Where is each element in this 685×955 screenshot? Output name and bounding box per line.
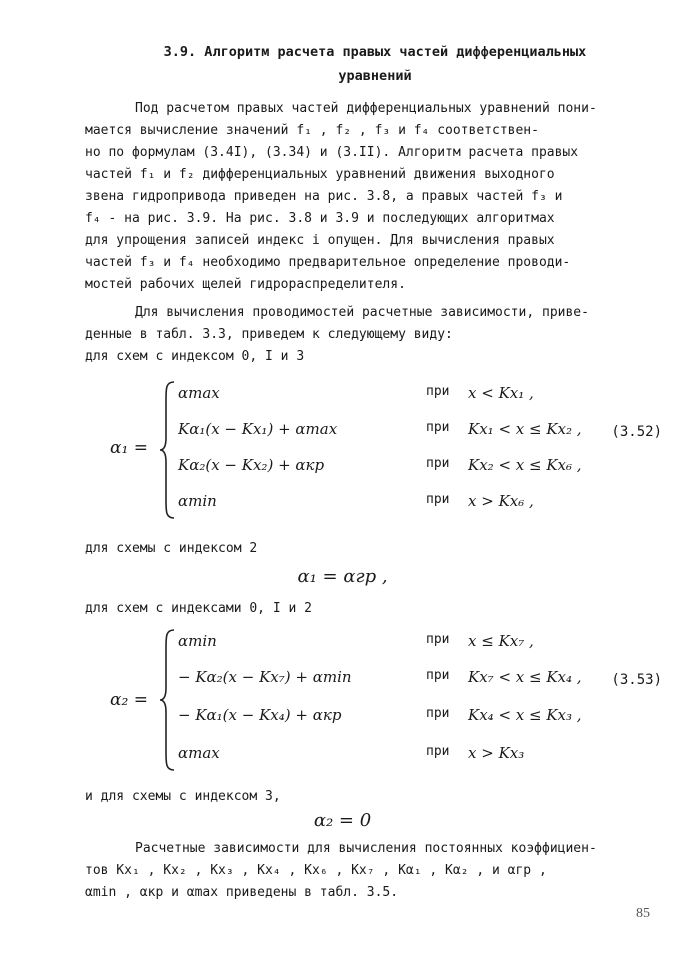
- row-condition: x < Kx₁ ,: [468, 384, 534, 402]
- row-pri: при: [426, 384, 450, 399]
- row-expression: − Kα₁(x − Kx₄) + αкр: [178, 706, 342, 724]
- row-pri: при: [426, 492, 450, 507]
- system-row: [178, 492, 678, 526]
- paragraph-line: f₄ - на рис. 3.9. На рис. 3.8 и 3.9 и последующих алгоритмах: [85, 211, 555, 226]
- system-row: [178, 632, 678, 666]
- formula-alpha1-gr: α₁ = αгр ,: [297, 566, 388, 587]
- row-expression: αmin: [178, 492, 217, 510]
- paragraph-line: звена гидропривода приведен на рис. 3.8, а правых частей f₃ и: [85, 189, 563, 204]
- row-condition: x > Kx₃: [468, 744, 525, 762]
- equation-system-3-53: [110, 628, 670, 772]
- label-scheme-3: и для схемы с индексом 3,: [85, 789, 281, 804]
- system-lhs: α₂ =: [110, 690, 148, 710]
- row-condition: x > Kx₆ ,: [468, 492, 534, 510]
- system-row: [178, 420, 678, 454]
- row-expression: αmin: [178, 632, 217, 650]
- system-row: [178, 668, 678, 702]
- row-expression: αmax: [178, 384, 220, 402]
- system-row: [178, 706, 678, 740]
- paragraph-line: мается вычисление значений f₁ , f₂ , f₃ и f₄ соответствен-: [85, 123, 539, 138]
- paragraph-intro: [85, 98, 670, 296]
- row-pri: при: [426, 744, 450, 759]
- section-heading: [100, 40, 650, 88]
- paragraph-line: мостей рабочих щелей гидрораспределителя.: [85, 277, 406, 292]
- row-condition: Kx₁ < x ≤ Kx₂ ,: [468, 420, 582, 438]
- paragraph-line: частей f₃ и f₄ необходимо предварительное определение проводи-: [85, 255, 571, 270]
- equation-system-3-52: [110, 380, 670, 520]
- equation-number: (3.53): [611, 672, 662, 688]
- row-pri: при: [426, 420, 450, 435]
- system-row: [178, 744, 678, 778]
- left-brace-icon: [158, 628, 178, 772]
- paragraph-line: αmin , αкр и αmax приведены в табл. 3.5.: [85, 885, 399, 900]
- row-pri: при: [426, 706, 450, 721]
- paragraph-line: для упрощения записей индекс i опущен. Для вычисления правых: [85, 233, 555, 248]
- paragraph-coefficients: [85, 838, 670, 904]
- label-schemes-0-1-2: для схем с индексами 0, I и 2: [85, 601, 312, 616]
- section-heading-line-1: 3.9. Алгоритм расчета правых частей дифференциальных: [163, 44, 587, 60]
- row-pri: при: [426, 456, 450, 471]
- row-pri: при: [426, 632, 450, 647]
- system-lhs: α₁ =: [110, 438, 148, 458]
- paragraph-line: денные в табл. 3.3, приведем к следующему виду:: [85, 327, 453, 342]
- formula-alpha2-zero: α₂ = 0: [313, 810, 372, 831]
- row-condition: Kx₄ < x ≤ Kx₃ ,: [468, 706, 582, 724]
- page-number: 85: [636, 906, 650, 921]
- row-condition: x ≤ Kx₇ ,: [468, 632, 534, 650]
- paragraph-line: Расчетные зависимости для вычисления постоянных коэффициен-: [135, 841, 597, 856]
- paragraph-conductance: [85, 302, 670, 346]
- section-heading-line-2: уравнений: [338, 68, 412, 84]
- system-row: [178, 456, 678, 490]
- row-expression: − Kα₂(x − Kx₇) + αmin: [178, 668, 352, 686]
- row-expression: Kα₁(x − Kx₁) + αmax: [178, 420, 338, 438]
- label-schemes-0-1-3: для схем с индексом 0, I и 3: [85, 349, 305, 364]
- paragraph-line: Под расчетом правых частей дифференциальных уравнений пони-: [135, 101, 597, 116]
- row-condition: Kx₂ < x ≤ Kx₆ ,: [468, 456, 582, 474]
- paragraph-line: но по формулам (3.4I), (3.34) и (3.II). Алгоритм расчета правых: [85, 145, 579, 160]
- paragraph-line: Для вычисления проводимостей расчетные зависимости, приве-: [135, 305, 589, 320]
- paragraph-line: частей f₁ и f₂ дифференциальных уравнений движения выходного: [85, 167, 555, 182]
- row-pri: при: [426, 668, 450, 683]
- equation-number: (3.52): [611, 424, 662, 440]
- system-row: [178, 384, 678, 418]
- label-scheme-2: для схемы с индексом 2: [85, 541, 258, 556]
- left-brace-icon: [158, 380, 178, 520]
- row-expression: αmax: [178, 744, 220, 762]
- paragraph-line: тов Kx₁ , Kx₂ , Kx₃ , Kx₄ , Kx₆ , Kx₇ , Kα₁ , Kα₂ , и αгр ,: [85, 863, 547, 878]
- row-expression: Kα₂(x − Kx₂) + αкр: [178, 456, 325, 474]
- row-condition: Kx₇ < x ≤ Kx₄ ,: [468, 668, 582, 686]
